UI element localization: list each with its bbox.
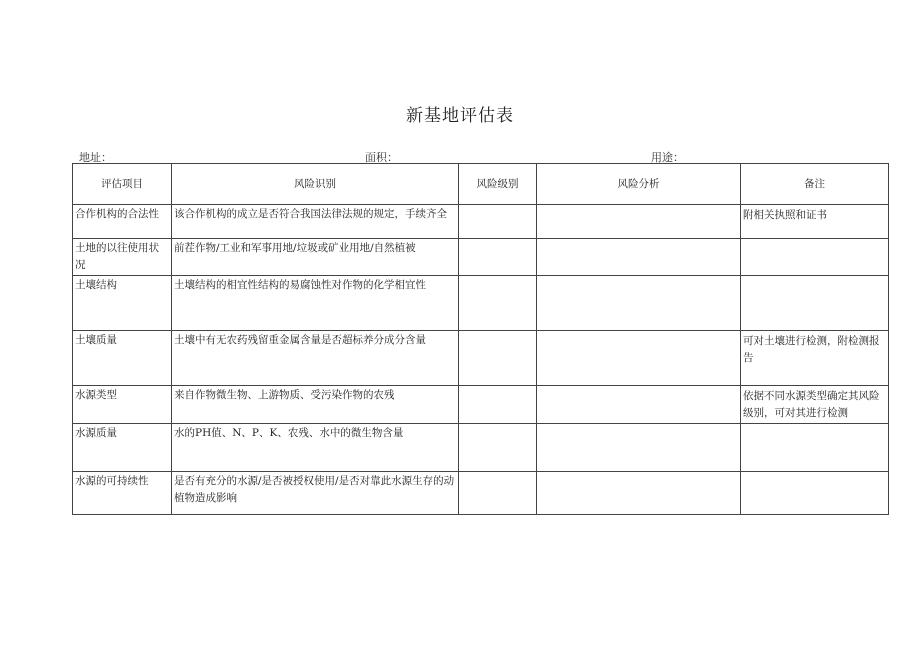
header-risk: 风险识别 [172,164,459,205]
table-row [73,331,889,386]
cell-level [459,386,537,424]
table-row [73,386,889,424]
cell-risk: 来自作物微生物、上游物质、受污染作物的农残 [172,386,459,424]
cell-item: 土地的以往使用状况 [73,239,172,276]
cell-risk: 该合作机构的成立是否符合我国法律法规的规定，手续齐全 [172,205,459,239]
cell-level [459,239,537,276]
table-row [73,239,889,276]
header-remark: 备注 [741,164,889,205]
table-row [73,276,889,331]
cell-risk: 前茬作物/工业和军事用地/垃圾或矿业用地/自然植被 [172,239,459,276]
cell-risk: 土壤结构的相宜性结构的易腐蚀性对作物的化学相宜性 [172,276,459,331]
area-label: 面积： [365,151,398,164]
cell-remark: 附相关执照和证书 [741,205,889,239]
cell-risk: 是否有充分的水源/是否被授权使用/是否对靠此水源生存的动植物造成影响 [172,472,459,515]
cell-remark: 可对土壤进行检测，附检测报告 [741,331,889,386]
cell-analysis [537,239,741,276]
cell-analysis [537,472,741,515]
cell-item: 水源的可持续性 [73,472,172,515]
cell-level [459,276,537,331]
table-row [73,472,889,515]
cell-level [459,331,537,386]
cell-item: 水源类型 [73,386,172,424]
table-header-row [73,164,889,205]
use-label: 用途： [651,151,684,164]
cell-risk: 水的PH值、N、P、K、农残、水中的微生物含量 [172,424,459,472]
cell-remark [741,424,889,472]
cell-risk: 土壤中有无农药残留重金属含量是否超标养分成分含量 [172,331,459,386]
cell-level [459,472,537,515]
cell-remark [741,239,889,276]
address-label: 地址： [79,151,112,164]
cell-remark: 依据不同水源类型确定其风险级别，可对其进行检测 [741,386,889,424]
cell-analysis [537,331,741,386]
table-row [73,205,889,239]
table-row [73,424,889,472]
cell-level [459,424,537,472]
cell-remark [741,276,889,331]
cell-analysis [537,424,741,472]
cell-analysis [537,205,741,239]
cell-analysis [537,386,741,424]
cell-analysis [537,276,741,331]
header-analysis: 风险分析 [537,164,741,205]
evaluation-table [72,163,889,515]
header-level: 风险级别 [459,164,537,205]
cell-remark [741,472,889,515]
page-title: 新基地评估表 [406,106,514,126]
cell-level [459,205,537,239]
cell-item: 水源质量 [73,424,172,472]
cell-item: 土壤结构 [73,276,172,331]
cell-item: 土壤质量 [73,331,172,386]
cell-item: 合作机构的合法性 [73,205,172,239]
header-item: 评估项目 [73,164,172,205]
